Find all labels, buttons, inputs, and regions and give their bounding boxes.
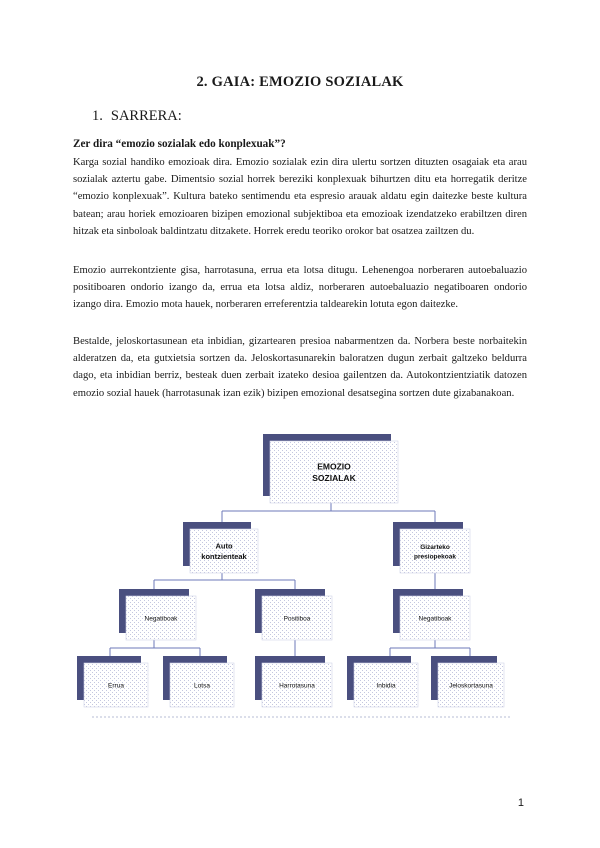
section-title: SARRERA: [110, 108, 182, 124]
diagram-node-negatiboak-2 [393, 589, 470, 640]
diagram-root-emozio-sozialak [263, 434, 398, 503]
box-label: Auto [215, 541, 233, 551]
box-label: Errua [108, 682, 124, 690]
question-heading: Zer dira “emozio sozialak edo konplexuak”? [73, 138, 286, 150]
diagram-node-negatiboak-1 [119, 589, 196, 640]
box-label: SOZIALAK [312, 472, 356, 483]
section-number: 1. [92, 108, 103, 124]
page-number: 1 [517, 797, 524, 809]
diagram-node-gizarteko-presiopekoak [393, 522, 470, 573]
paragraph-social-pressure: Bestalde, jeloskortasunean eta inbidian, gizartearen presioa nabarmentzen da. Norbera beste norbaitekin alderatzen da, eta gutxietsia sortzen da. Jeloskortasunarekin baloratzen dugun zerbait galtzeko beldurra dago, eta inbidian berriz, besteak duen zerbait izateko desioa gailentzen da. Autokontzientziatik datozen emozio sozial hauek (harrotasunak izan ezik) bizipen emozional desatsegina sortzen dute gizabanakoan. [73, 336, 527, 399]
diagram-leaf-jeloskortasuna [431, 656, 504, 707]
box-face [400, 529, 470, 573]
diagram-leaf-lotsa [163, 656, 234, 707]
diagram-leaf-harrotasuna [255, 656, 332, 707]
box-label: presiopekoak [414, 553, 456, 561]
diagram-leaf-inbidia [347, 656, 418, 707]
paragraph-intro: Karga sozial handiko emozioak dira. Emozio sozialak ezin dira ulertu sortzen dituzten osagaiak eta arau sozialak aztertu gabe. Dimentsio sozial horrek bereziki konplexuak bihurtzen ditu eta horregatik deritze “emozio konplexuak”. Kultura bateko sentimendu eta espresio arauak aldatu egin daitezke beste kultura batean; arau horiek emozioaren bizipen emozional subjektiboa eta emozioak izendatzeko erabiltzen diren hitzak eta sinboloak baldintzatu ditzakete. Horrek eredu teoriko orokor bat osatzea zailtzen du. [73, 157, 527, 237]
page-title: 2. GAIA: EMOZIO SOZIALAK [196, 74, 404, 90]
box-label: Jeloskortasuna [449, 682, 493, 690]
box-label: Positiboa [283, 615, 311, 623]
diagram-node-autokontzienteak [183, 522, 258, 573]
box-label: Lotsa [194, 682, 210, 690]
box-label: EMOZIO [317, 461, 351, 472]
box-label: Negatiboak [418, 615, 452, 623]
diagram-node-positiboa [255, 589, 332, 640]
box-label: Negatiboak [144, 615, 178, 623]
box-label: Inbidia [376, 682, 396, 690]
diagram-leaf-errua [77, 656, 148, 707]
box-label: Gizarteko [420, 543, 450, 551]
box-face [190, 529, 258, 573]
paragraph-self-conscious: Emozio aurrekontziente gisa, harrotasuna, errua eta lotsa ditugu. Lehenengoa norberaren autoebaluazio positiboaren ondorio izango da, errua eta lotsa aldiz, norberaren autoebaluazio negatiboaren ondorio izango dira. Emozio mota hauek, norberaren erreferentzia taldearekin lotuta egon daitezke. [73, 265, 527, 311]
box-label: kontzienteak [201, 552, 247, 562]
box-label: Harrotasuna [279, 682, 315, 690]
